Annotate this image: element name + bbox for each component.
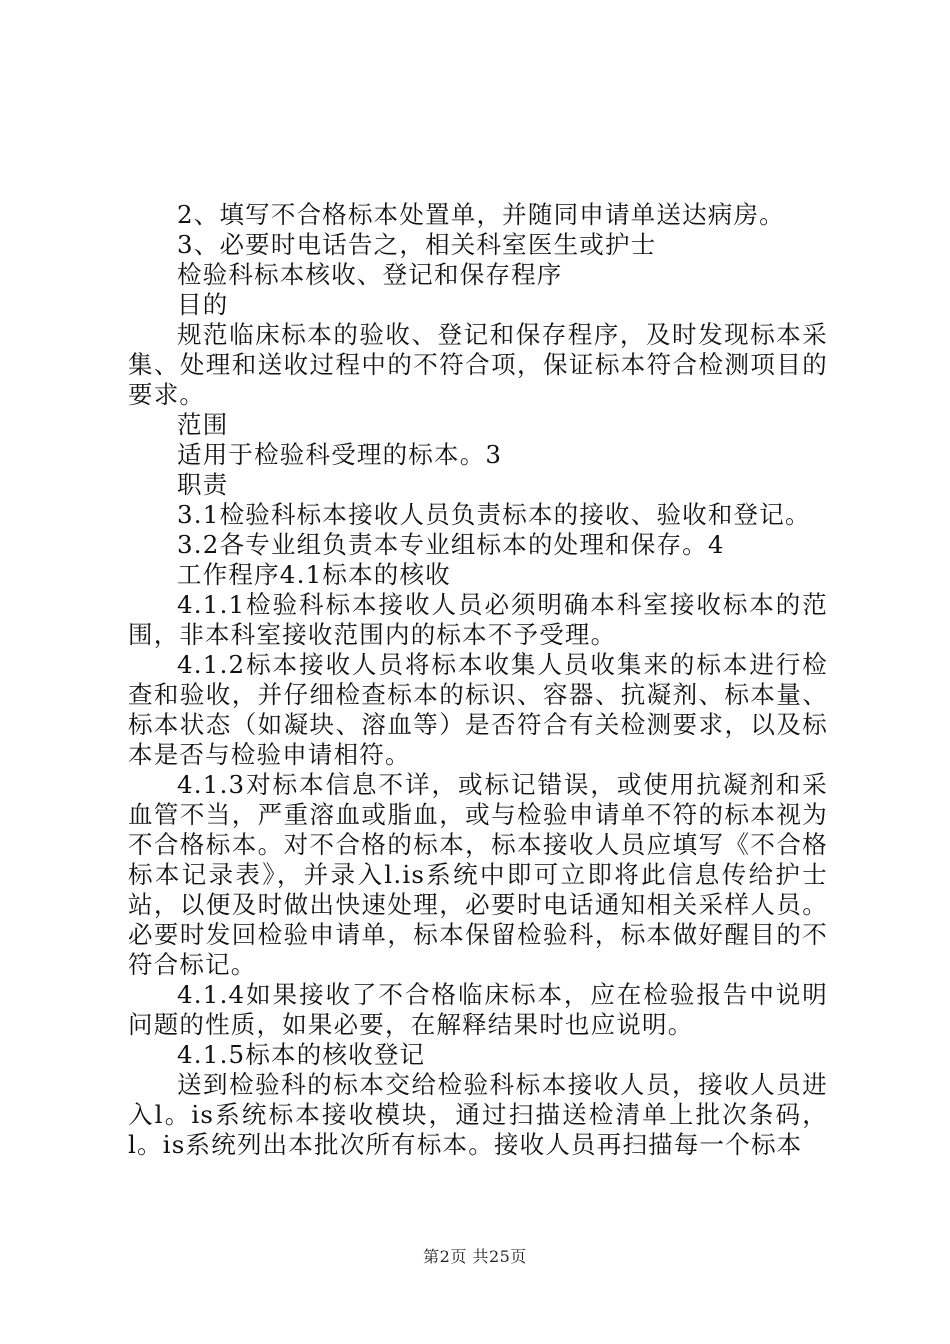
- heading-scope: 范围: [177, 410, 229, 439]
- paragraph-4-1-3: 4.1.3对标本信息不详，或标记错误，或使用抗凝剂和采血管不当，严重溶血或脂血，或与检验申请单不符的标本视为不合格标本。对不合格的标本，标本接收人员应填写《不合格标本记录表》，并录入l.is系统中即可立即将此信息传给护士站，以便及时做出快速处理，必要时电话通知相关采样人员。必要时发回检验申请单，标本保留检验科，标本做好醒目的不符合标记。: [128, 770, 828, 979]
- document-body: [128, 200, 828, 1160]
- heading-duties: 职责: [177, 470, 229, 499]
- paragraph-scope: 适用于检验科受理的标本。3: [177, 440, 503, 469]
- heading-procedure: 工作程序4.1标本的核收: [177, 560, 451, 589]
- paragraph-phone-notice: 3、必要时电话告之，相关科室医生或护士: [177, 230, 657, 259]
- page-number-footer: 第2页 共25页: [423, 1247, 527, 1266]
- paragraph-duty-3-2: 3.2各专业组负责本专业组标本的处理和保存。4: [177, 530, 725, 559]
- paragraph-4-1-2: 4.1.2标本接收人员将标本收集人员收集来的标本进行检查和验收，并仔细检查标本的标识、容器、抗凝剂、标本量、标本状态（如凝块、溶血等）是否符合有关检测要求，以及标本是否与检验申请相符。: [128, 650, 828, 769]
- heading-purpose: 目的: [177, 290, 229, 319]
- paragraph-purpose: 规范临床标本的验收、登记和保存程序，及时发现标本采集、处理和送收过程中的不符合项，保证标本符合检测项目的要求。: [128, 320, 828, 409]
- paragraph-duty-3-1: 3.1检验科标本接收人员负责标本的接收、验收和登记。: [177, 500, 811, 529]
- section-title: 检验科标本核收、登记和保存程序: [177, 260, 563, 289]
- paragraph-4-1-4: 4.1.4如果接收了不合格临床标本，应在检验报告中说明问题的性质，如果必要，在解释结果时也应说明。: [128, 980, 828, 1039]
- paragraph-4-1-1: 4.1.1检验科标本接收人员必须明确本科室接收标本的范围，非本科室接收范围内的标本不予受理。: [128, 590, 828, 649]
- paragraph-4-1-5: 送到检验科的标本交给检验科标本接收人员，接收人员进入l。is系统标本接收模块，通过扫描送检清单上批次条码，l。is系统列出本批次所有标本。接收人员再扫描每一个标本: [128, 1070, 828, 1159]
- heading-4-1-5: 4.1.5标本的核收登记: [177, 1040, 426, 1069]
- paragraph-disposal-form: 2、填写不合格标本处置单，并随同申请单送达病房。: [177, 200, 785, 229]
